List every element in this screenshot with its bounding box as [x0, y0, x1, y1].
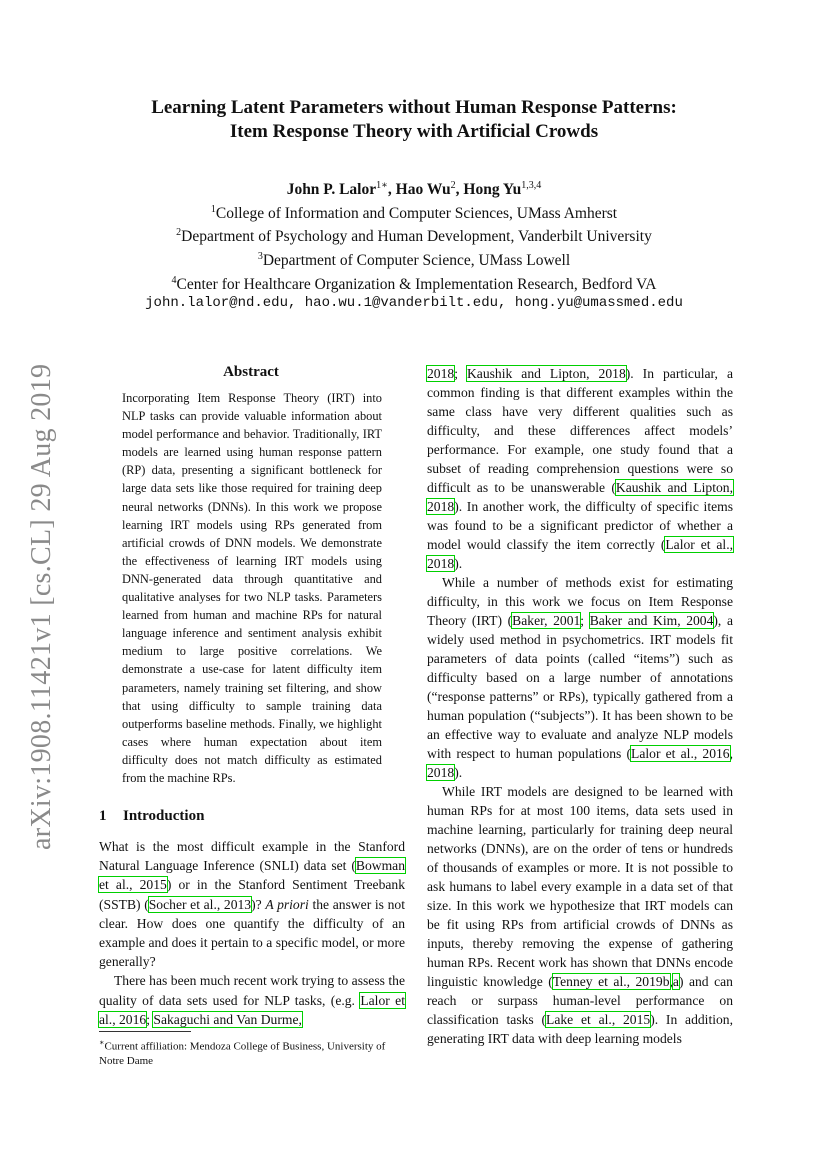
affiliation-4-text: Center for Healthcare Organization & Implementation Research, Bedford VA: [176, 275, 657, 293]
title-line-1: Learning Latent Parameters without Human Response Patterns:: [151, 97, 677, 118]
intro-paragraph-1: [99, 837, 405, 971]
affiliation-2-text: Department of Psychology and Human Development, Vanderbilt University: [181, 228, 652, 246]
affiliation-3-text: Department of Computer Science, UMass Lowell: [262, 252, 571, 270]
footnote-marker: ∗: [99, 1038, 105, 1047]
text-run: ;: [454, 366, 467, 381]
text-run: )?: [251, 896, 266, 912]
affiliation-1-sup: 1: [210, 203, 216, 215]
citation-link[interactable]: Lalor et al., 2018: [427, 537, 733, 571]
text-run: While a number of methods exist for estimating difficulty, in this work we focus on Item Response Theory (IRT) (: [427, 575, 733, 628]
citation-link[interactable]: Baker and Kim, 2004: [589, 613, 714, 628]
text-run: ,: [669, 974, 673, 989]
citation-link[interactable]: Kaushik and Lipton, 2018: [466, 366, 626, 381]
author-3: Hong Yu: [463, 181, 522, 199]
citation-link[interactable]: Bowman et al., 2015: [99, 858, 405, 893]
affiliation-2: [90, 223, 738, 247]
affiliation-4-sup: 4: [171, 274, 177, 286]
footnote: [99, 1036, 405, 1068]
right-column-text: [427, 364, 733, 1048]
citation-link[interactable]: Sakaguchi and Van Durme,: [153, 1011, 302, 1027]
right-paragraph-2: [427, 573, 733, 782]
citation-link[interactable]: 2018: [427, 765, 455, 780]
affiliation-3: [90, 247, 738, 271]
author-emails: john.lalor@nd.edu, hao.wu.1@vanderbilt.edu, hong.yu@umassmed.edu: [145, 295, 683, 312]
author-1: John P. Lalor: [286, 181, 377, 199]
text-run: the answer is not clear. How does one quantify the difficulty of an example and does it pertain to a specific model, or more generally?: [99, 896, 405, 970]
text-run: ;: [146, 1011, 154, 1027]
author-1-sup: 1∗: [376, 180, 388, 191]
paper-title: [90, 96, 738, 144]
text-run: There has been much recent work trying to assess the quality of data sets used for NLP tasks, (e.g.: [99, 973, 405, 1008]
citation-link[interactable]: Kaushik and Lipton, 2018: [427, 480, 733, 514]
text-run: ), a widely used method in psychometrics. IRT models fit parameters of data points (called “items”) such as difficulty based on a large number of annotations (“response patterns” or RPs), typically gathered from a human population (“subjects”). It has been shown to be an effective way to evaluate and analyze NLP models with respect to human populations (: [427, 613, 733, 761]
affiliation-3-sup: 3: [257, 250, 263, 262]
citation-link[interactable]: 2018: [427, 366, 455, 381]
citation-link[interactable]: Baker, 2001: [512, 613, 581, 628]
citation-link[interactable]: Tenney et al., 2019b: [552, 974, 670, 989]
abstract-text: Incorporating Item Response Theory (IRT) into NLP tasks can provide valuable information about model performance and behavior. Traditionally, IRT models are learned using human response pattern (RP) data, presenting a significant bottleneck for large data sets like those required for training deep neural networks (DNNs). In this work we propose learning IRT models using RPs generated from artificial crowds of DNN models. We demonstrate the effectiveness of learning IRT models using DNN-generated data through quantitative and qualitative analyses for two NLP tasks. Parameters learned from human and machine RPs for natural language inference and sentiment analysis exhibit medium to large positive correlations. We demonstrate a use-case for latent difficulty item parameters, namely training set filtering, and show that using difficulty to sample training data outperforms baseline methods. Finally, we highlight cases where human expectation about item difficulty does not match difficulty as estimated from the machine RPs.: [122, 391, 382, 785]
section-title: Introduction: [123, 808, 205, 824]
right-paragraph-1: [427, 364, 733, 573]
arxiv-stamp: [20, 360, 60, 880]
text-run: ,: [729, 746, 733, 761]
left-column-text: [99, 837, 405, 1029]
citation-link[interactable]: Socher et al., 2013: [148, 896, 252, 912]
citation-link[interactable]: Lake et al., 2015: [546, 1012, 651, 1027]
author-2-sup: 2: [450, 180, 456, 191]
text-run: ). In another work, the difficulty of specific items was found to be a significant predictor of whether a model would classify the item correctly (: [427, 499, 733, 552]
affiliation-1-text: College of Information and Computer Sciences, UMass Amherst: [215, 204, 618, 222]
section-heading-introduction: [99, 808, 204, 825]
text-run: ). In particular, a common finding is that different examples within the same class have very different qualities such as difficulty, and these differences affect models’ performance. For example, one study found that a subset of reading comprehension questions were so difficult as to be unanswerable (: [427, 366, 733, 495]
author-2: Hao Wu: [395, 181, 451, 199]
abstract-heading: Abstract: [223, 364, 279, 380]
author-block: [90, 176, 738, 314]
footnote-rule: [99, 1031, 191, 1032]
text-run: ). In addition, generating IRT data with deep learning models: [427, 1012, 733, 1046]
citation-link[interactable]: Lalor et al., 2016: [99, 992, 405, 1027]
citation-link[interactable]: a: [672, 974, 679, 989]
author-names: John P. Lalor$^{1∗}$, Hao Wu$^2$, Hong Yu$^{1,3,4}$: [286, 180, 542, 199]
right-paragraph-3: [427, 782, 733, 1048]
affiliation-2-sup: 2: [176, 227, 182, 239]
emphasis-text: A priori: [265, 896, 309, 912]
text-run: ;: [580, 613, 590, 628]
text-run: ).: [454, 765, 463, 780]
section-number: 1: [99, 808, 107, 824]
text-run: ).: [454, 556, 463, 571]
text-run: What is the most difficult example in the Stanford Natural Language Inference (SNLI) data set (: [99, 839, 405, 874]
intro-paragraph-2: [99, 971, 405, 1029]
citation-link[interactable]: Lalor et al., 2016: [631, 746, 730, 761]
affiliation-1: [90, 200, 738, 224]
text-run: While IRT models are designed to be learned with human RPs for at most 100 items, data sets used in machine learning, particularly for training deep neural networks (DNNs), are on the order of tens or hundreds of thousands of examples or more. It is not possible to ask humans to label every example in a data set of that size. In this work we hypothesize that IRT models can be fit using RPs from artificial crowds of DNNs as inputs, thereby removing the expense of gathering human RPs. Recent work has shown that DNNs encode linguistic knowledge (: [427, 784, 733, 989]
title-line-2: Item Response Theory with Artificial Crowds: [229, 121, 599, 142]
text-run: ) or in the Stanford Sentiment Treebank (SSTB) (: [99, 877, 405, 912]
footnote-text: Current affiliation: Mendoza College of Business, University of Notre Dame: [99, 1040, 386, 1067]
author-3-sup: 1,3,4: [521, 180, 542, 191]
text-run: ) and can reach or surpass human-level performance on classification tasks (: [427, 974, 733, 1027]
arxiv-stamp-text: arXiv:1908.11421v1 [cs.CL] 29 Aug 2019: [26, 363, 57, 850]
affiliation-4: [90, 271, 738, 295]
